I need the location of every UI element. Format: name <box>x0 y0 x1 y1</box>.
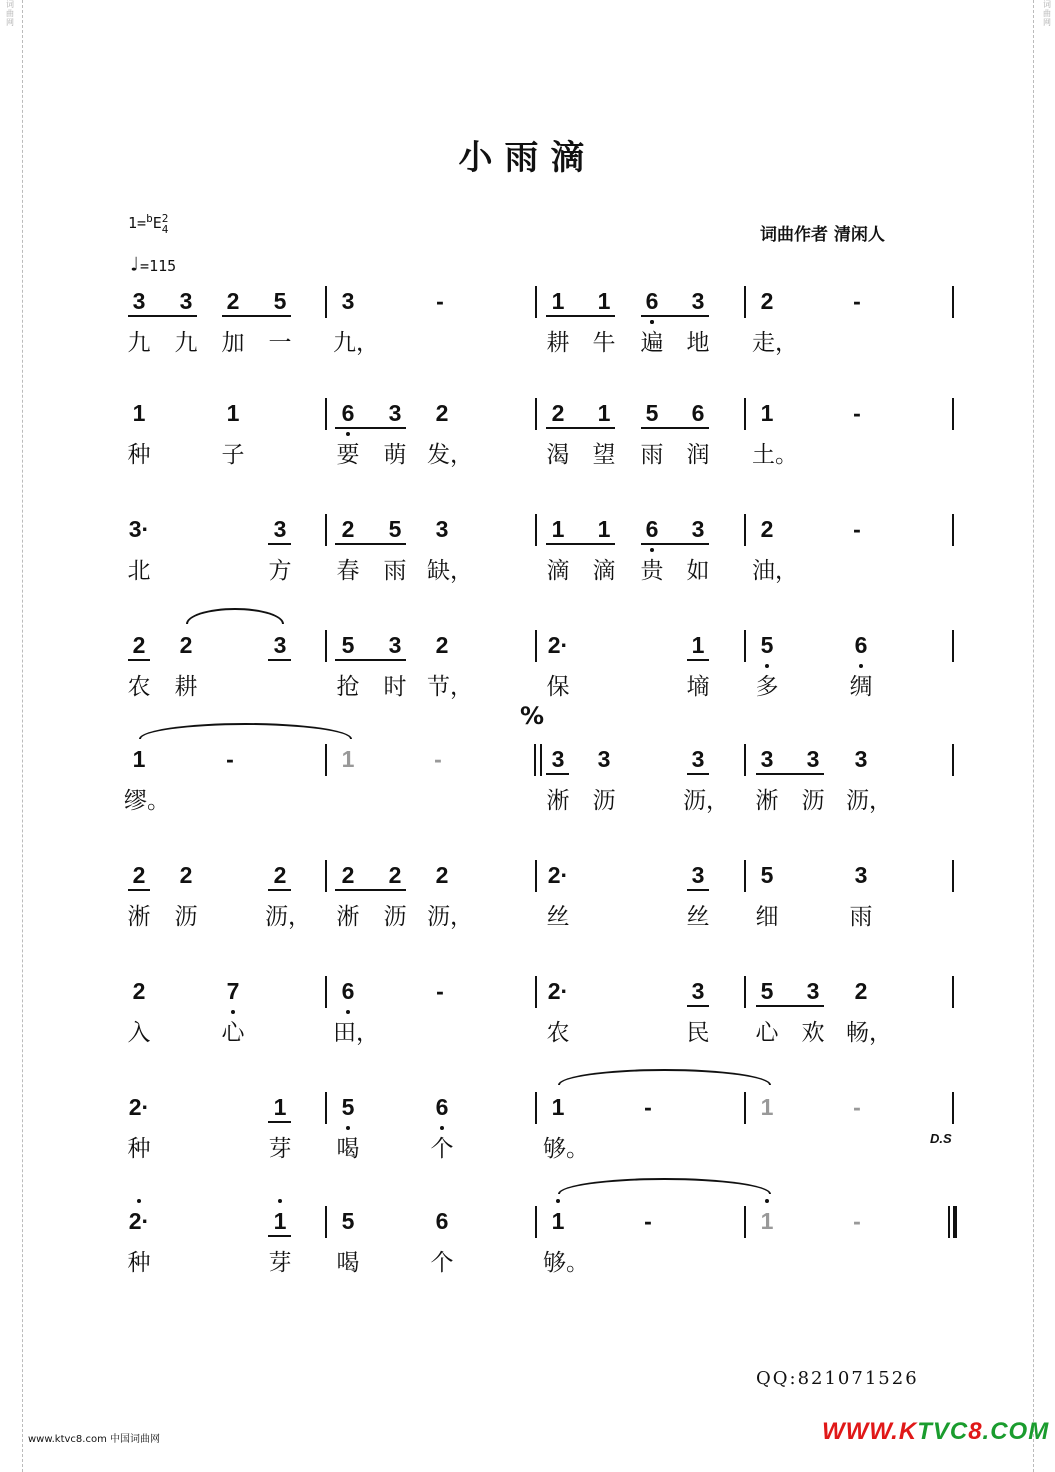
underline <box>546 315 615 317</box>
lyric: 雨 <box>849 904 873 930</box>
lyric: 喝 <box>336 1136 360 1162</box>
note: 3 <box>691 516 705 542</box>
barline <box>744 398 746 430</box>
underline <box>335 427 406 429</box>
note: 2 <box>435 862 449 888</box>
tie-arc <box>186 608 284 624</box>
lyric: 淅 <box>546 788 570 814</box>
lyric: 耕 <box>546 330 570 356</box>
note: - <box>853 516 861 542</box>
barline <box>744 976 746 1008</box>
lyric: 遍 <box>640 330 664 356</box>
lyric: 个 <box>430 1250 454 1276</box>
note: - <box>853 1094 861 1120</box>
note: 1 <box>760 1208 774 1234</box>
barline <box>952 286 954 318</box>
note: 1 <box>551 288 565 314</box>
lyric: 欢 <box>801 1020 825 1046</box>
underline <box>687 889 709 891</box>
underline <box>222 315 291 317</box>
note: 1 <box>551 1094 565 1120</box>
note: 2 <box>341 862 355 888</box>
octave-dot-above <box>137 1199 141 1203</box>
barline <box>744 1092 746 1124</box>
lyric: 心 <box>755 1020 779 1046</box>
note: 3 <box>179 288 193 314</box>
barline <box>952 1092 954 1124</box>
lyric: 沥 <box>592 788 616 814</box>
note: 5 <box>273 288 287 314</box>
note: 3 <box>691 288 705 314</box>
octave-dot-below <box>650 548 654 552</box>
lyric: 农 <box>546 1020 570 1046</box>
time-signature <box>162 213 169 235</box>
note: 1 <box>273 1208 287 1234</box>
note: 3 <box>806 978 820 1004</box>
note: 3 <box>551 746 565 772</box>
watermark-text: 词曲网 <box>1043 0 1051 27</box>
lyric: 沥， <box>265 904 311 930</box>
note: 2 <box>179 632 193 658</box>
flat-sign: b <box>146 212 153 225</box>
note: - <box>434 746 442 772</box>
note: 5 <box>341 1094 355 1120</box>
barline <box>535 398 537 430</box>
underline <box>268 1235 291 1237</box>
lyric: 淅 <box>127 904 151 930</box>
octave-dot-above <box>278 1199 282 1203</box>
lyric: 个 <box>430 1136 454 1162</box>
note: 3 <box>854 862 868 888</box>
qq-contact: QQ:821071526 <box>756 1368 919 1389</box>
lyric: 九， <box>333 330 379 356</box>
lyric: 春 <box>336 558 360 584</box>
lyric: 沥， <box>846 788 892 814</box>
tie-arc <box>139 723 352 739</box>
underline <box>756 773 824 775</box>
barline <box>952 744 954 776</box>
barline <box>952 630 954 662</box>
lyric: 九 <box>174 330 198 356</box>
lyric: 淅 <box>755 788 779 814</box>
note: 2 <box>132 862 146 888</box>
barline <box>325 286 327 318</box>
barline <box>535 286 537 318</box>
note: 2· <box>128 1094 150 1120</box>
note: - <box>436 978 444 1004</box>
octave-dot-below <box>440 1126 444 1130</box>
underline <box>335 659 406 661</box>
note: - <box>644 1094 652 1120</box>
lyric: 缪。 <box>124 788 170 814</box>
lyric: 发， <box>427 442 473 468</box>
octave-dot-below <box>765 664 769 668</box>
lyric: 节， <box>427 674 473 700</box>
barline <box>535 1206 537 1238</box>
note: 3· <box>128 516 150 542</box>
octave-dot-above <box>556 1199 560 1203</box>
octave-dot-below <box>650 320 654 324</box>
lyric: 滴 <box>546 558 570 584</box>
underline <box>546 773 569 775</box>
note: 2· <box>547 862 569 888</box>
lyric: 入 <box>127 1020 151 1046</box>
note: 5 <box>645 400 659 426</box>
octave-dot-below <box>231 1010 235 1014</box>
key-signature <box>128 212 168 235</box>
note: 1 <box>341 746 355 772</box>
note: 6 <box>341 400 355 426</box>
note: 1 <box>760 1094 774 1120</box>
note: 1 <box>132 400 146 426</box>
note: - <box>853 1208 861 1234</box>
lyric: 雨 <box>640 442 664 468</box>
note: 2 <box>179 862 193 888</box>
note: 5 <box>341 632 355 658</box>
note: 3 <box>691 862 705 888</box>
note: 2· <box>128 1208 150 1234</box>
underline <box>128 315 197 317</box>
note: 2 <box>435 400 449 426</box>
note: 5 <box>760 632 774 658</box>
note: 2 <box>551 400 565 426</box>
lyric: 牛 <box>592 330 616 356</box>
octave-dot-below <box>346 1126 350 1130</box>
watermark-left <box>3 0 17 1472</box>
ds-marking: D.S <box>930 1131 952 1146</box>
note: 3 <box>341 288 355 314</box>
note: 1 <box>760 400 774 426</box>
time-denominator: 4 <box>161 222 169 236</box>
note: 3 <box>691 746 705 772</box>
lyric: 农 <box>127 674 151 700</box>
lyric: 绸 <box>849 674 873 700</box>
note: 2 <box>341 516 355 542</box>
lyric: 望 <box>592 442 616 468</box>
lyric: 细 <box>755 904 779 930</box>
note: 3 <box>691 978 705 1004</box>
song-title: 小雨滴 <box>458 138 597 178</box>
lyric: 淅 <box>336 904 360 930</box>
lyric: 滴 <box>592 558 616 584</box>
underline <box>268 659 291 661</box>
note: 1 <box>226 400 240 426</box>
lyric: 畅， <box>846 1020 892 1046</box>
tie-arc <box>558 1069 771 1085</box>
lyric: 萌 <box>383 442 407 468</box>
note: - <box>853 288 861 314</box>
underline <box>756 1005 824 1007</box>
underline <box>335 889 406 891</box>
lyric: 子 <box>221 442 245 468</box>
barline <box>325 1206 327 1238</box>
barline <box>325 398 327 430</box>
barline <box>952 514 954 546</box>
barline <box>325 744 327 776</box>
barline <box>952 976 954 1008</box>
note: 3 <box>388 632 402 658</box>
underline <box>687 1005 709 1007</box>
note: 2 <box>854 978 868 1004</box>
note: 1 <box>597 288 611 314</box>
note: 7 <box>226 978 240 1004</box>
note: 2 <box>132 978 146 1004</box>
note: 1 <box>273 1094 287 1120</box>
underline <box>128 659 150 661</box>
segno-sign: % <box>520 702 545 730</box>
final-barline <box>953 1206 957 1238</box>
barline <box>952 860 954 892</box>
lyric: 沥 <box>383 904 407 930</box>
tempo-marking <box>128 252 176 276</box>
watermark-right <box>1040 0 1054 1472</box>
note: 1 <box>551 1208 565 1234</box>
note: 3 <box>132 288 146 314</box>
tie-arc <box>558 1178 771 1194</box>
note: 1 <box>597 400 611 426</box>
lyric: 润 <box>686 442 710 468</box>
note: 3 <box>388 400 402 426</box>
octave-dot-below <box>346 1010 350 1014</box>
note: 2 <box>760 516 774 542</box>
barline <box>744 1206 746 1238</box>
note: 6 <box>435 1208 449 1234</box>
lyric: 芽 <box>268 1136 292 1162</box>
margin-rule-left <box>22 0 23 1472</box>
lyric: 民 <box>686 1020 710 1046</box>
footer-site: www.ktvc8.com 中国词曲网 <box>28 1434 161 1445</box>
note: 2 <box>760 288 774 314</box>
note: 3 <box>597 746 611 772</box>
logo-www: WWW. <box>822 1418 899 1445</box>
lyric: 加 <box>221 330 245 356</box>
note: - <box>853 400 861 426</box>
barline <box>744 744 746 776</box>
lyric: 田， <box>333 1020 379 1046</box>
watermark-text: 词曲网 <box>6 0 14 27</box>
author-credit: 词曲作者 清闲人 <box>760 225 885 245</box>
lyric: 走， <box>752 330 798 356</box>
barline <box>744 514 746 546</box>
underline <box>641 543 709 545</box>
note: 5 <box>341 1208 355 1234</box>
lyric: 喝 <box>336 1250 360 1276</box>
note: 6 <box>435 1094 449 1120</box>
barline <box>325 1092 327 1124</box>
margin-rule-right <box>1033 0 1034 1472</box>
double-barline <box>540 744 542 776</box>
note: 3 <box>806 746 820 772</box>
lyric: 沥 <box>174 904 198 930</box>
octave-dot-above <box>765 1199 769 1203</box>
barline <box>744 286 746 318</box>
note: 1 <box>551 516 565 542</box>
barline <box>952 398 954 430</box>
underline <box>335 543 406 545</box>
note: - <box>436 288 444 314</box>
lyric: 沥 <box>801 788 825 814</box>
lyric: 耕 <box>174 674 198 700</box>
barline <box>325 860 327 892</box>
note: 2 <box>273 862 287 888</box>
lyric: 芽 <box>268 1250 292 1276</box>
lyric: 沥， <box>427 904 473 930</box>
logo-com: .COM <box>982 1418 1050 1445</box>
underline <box>268 1121 291 1123</box>
lyric: 缺， <box>427 558 473 584</box>
barline <box>744 860 746 892</box>
lyric: 种 <box>127 1250 151 1276</box>
note: 1 <box>597 516 611 542</box>
underline <box>128 889 150 891</box>
note: 5 <box>760 978 774 1004</box>
barline <box>535 860 537 892</box>
note: 6 <box>645 516 659 542</box>
lyric: 地 <box>686 330 710 356</box>
barline <box>535 514 537 546</box>
note: 5 <box>760 862 774 888</box>
key-prefix: 1= <box>128 214 147 232</box>
lyric: 要 <box>336 442 360 468</box>
barline <box>325 514 327 546</box>
lyric: 种 <box>127 1136 151 1162</box>
note: 3 <box>435 516 449 542</box>
lyric: 丝 <box>686 904 710 930</box>
underline <box>687 659 709 661</box>
lyric: 土。 <box>752 442 798 468</box>
lyric: 贵 <box>640 558 664 584</box>
lyric: 雨 <box>383 558 407 584</box>
note: 2· <box>547 632 569 658</box>
note: 2· <box>547 978 569 1004</box>
lyric: 多 <box>755 674 779 700</box>
underline <box>687 773 709 775</box>
site-logo <box>822 1418 1049 1446</box>
logo-tvc: TVC <box>917 1418 969 1445</box>
lyric: 够。 <box>543 1250 589 1276</box>
lyric: 渴 <box>546 442 570 468</box>
barline <box>535 1092 537 1124</box>
tempo-value: =115 <box>140 257 177 275</box>
note: 6 <box>691 400 705 426</box>
double-barline <box>534 744 536 776</box>
note: 5 <box>388 516 402 542</box>
barline <box>535 630 537 662</box>
note: 6 <box>854 632 868 658</box>
lyric: 一 <box>268 330 292 356</box>
note: 3 <box>760 746 774 772</box>
note: 3 <box>854 746 868 772</box>
lyric: 油， <box>752 558 798 584</box>
logo-k: K <box>898 1418 918 1445</box>
note: 1 <box>691 632 705 658</box>
octave-dot-below <box>859 664 863 668</box>
lyric: 种 <box>127 442 151 468</box>
underline <box>546 427 615 429</box>
note: 1 <box>132 746 146 772</box>
time-numerator: 2 <box>161 211 169 225</box>
lyric: 墒 <box>686 674 710 700</box>
note: - <box>644 1208 652 1234</box>
note: - <box>226 746 234 772</box>
lyric: 沥， <box>683 788 729 814</box>
underline <box>641 315 709 317</box>
note: 6 <box>341 978 355 1004</box>
logo-eight: 8 <box>968 1418 983 1445</box>
barline <box>325 630 327 662</box>
barline <box>744 630 746 662</box>
lyric: 丝 <box>546 904 570 930</box>
underline <box>546 543 615 545</box>
lyric: 方 <box>268 558 292 584</box>
note: 6 <box>645 288 659 314</box>
barline <box>535 976 537 1008</box>
note: 2 <box>388 862 402 888</box>
lyric: 时 <box>383 674 407 700</box>
note: 3 <box>273 632 287 658</box>
final-barline <box>948 1206 950 1238</box>
underline <box>641 427 709 429</box>
lyric: 如 <box>686 558 710 584</box>
note: 2 <box>132 632 146 658</box>
barline <box>325 976 327 1008</box>
underline <box>268 543 291 545</box>
lyric: 保 <box>546 674 570 700</box>
lyric: 抢 <box>336 674 360 700</box>
lyric: 北 <box>127 558 151 584</box>
lyric: 九 <box>127 330 151 356</box>
lyric: 够。 <box>543 1136 589 1162</box>
lyric: 心 <box>221 1020 245 1046</box>
note: 3 <box>273 516 287 542</box>
quarter-note-icon: ♩ <box>128 252 141 276</box>
note: 2 <box>226 288 240 314</box>
octave-dot-below <box>346 432 350 436</box>
key-tonic: E <box>152 214 162 232</box>
note: 2 <box>435 632 449 658</box>
underline <box>268 889 291 891</box>
